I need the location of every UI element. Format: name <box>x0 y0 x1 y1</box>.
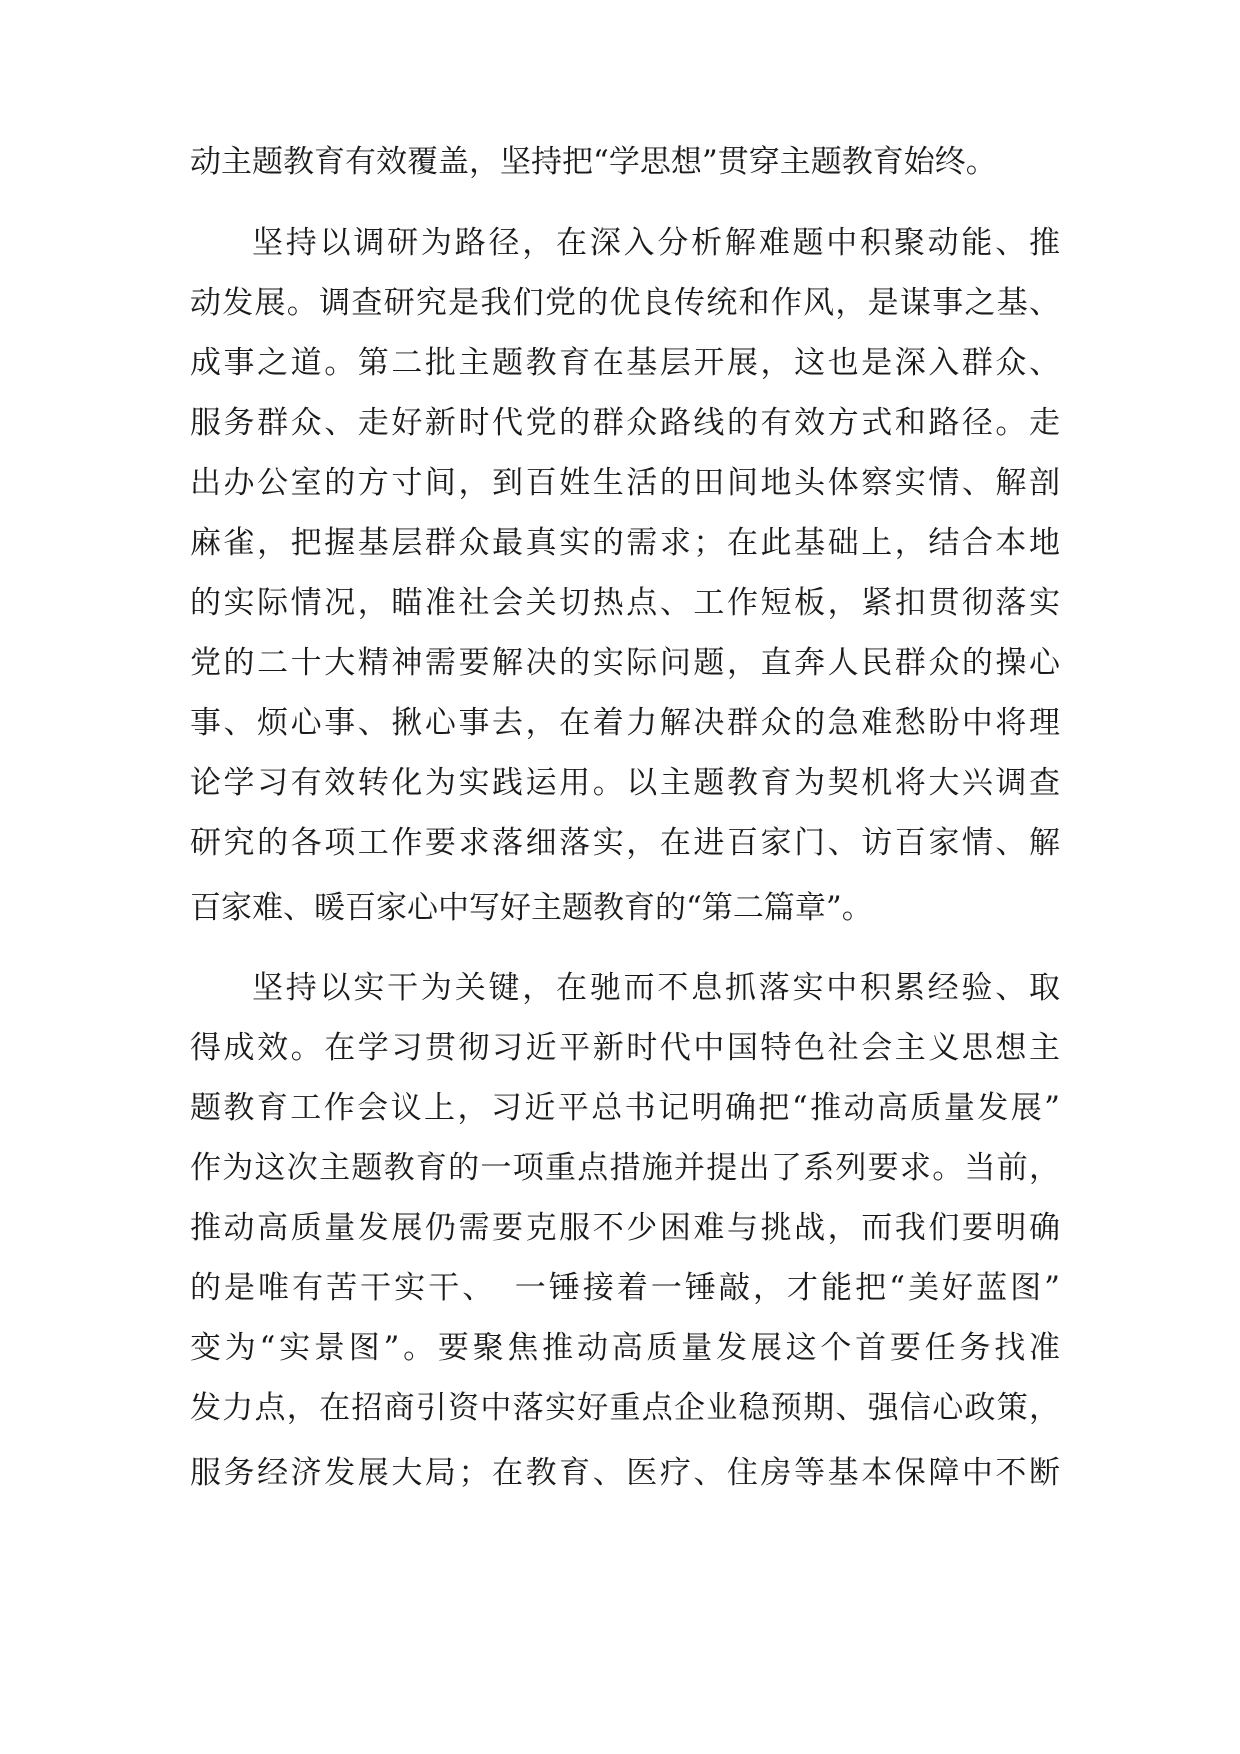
text-line-20: 变为“实景图”。要聚焦推动高质量发展这个首要任务找准 <box>190 1330 1060 1366</box>
text-line-21: 发力点，在招商引资中落实好重点企业稳预期、强信心政策， <box>190 1390 1060 1426</box>
text-line-9: 党的二十大精神需要解决的实际问题，直奔人民群众的操心 <box>190 645 1060 681</box>
text-line-3: 动发展。调查研究是我们党的优良传统和作风，是谋事之基、 <box>190 285 1060 321</box>
text-line-6: 出办公室的方寸间，到百姓生活的田间地头体察实情、解剖 <box>190 465 1060 501</box>
text-line-4: 成事之道。第二批主题教育在基层开展，这也是深入群众、 <box>190 345 1060 381</box>
text-line-17: 作为这次主题教育的一项重点措施并提出了系列要求。当前， <box>190 1150 1060 1186</box>
text-line-7: 麻雀，把握基层群众最真实的需求；在此基础上，结合本地 <box>190 525 1060 561</box>
text-line-16: 题教育工作会议上，习近平总书记明确把“推动高质量发展” <box>190 1090 1060 1126</box>
text-line-10: 事、烦心事、揪心事去，在着力解决群众的急难愁盼中将理 <box>190 705 1060 741</box>
text-line-2: 坚持以调研为路径，在深入分析解难题中积聚动能、推 <box>252 225 1060 261</box>
text-line-13: 百家难、暖百家心中写好主题教育的“第二篇章”。 <box>190 890 873 926</box>
text-line-8: 的实际情况，瞄准社会关切热点、工作短板，紧扣贯彻落实 <box>190 585 1060 621</box>
text-line-19: 的是唯有苦干实干、 一锤接着一锤敲，才能把“美好蓝图” <box>190 1270 1060 1306</box>
text-line-18: 推动高质量发展仍需要克服不少困难与挑战，而我们要明确 <box>190 1210 1060 1246</box>
text-line-11: 论学习有效转化为实践运用。以主题教育为契机将大兴调查 <box>190 765 1060 801</box>
text-line-15: 得成效。在学习贯彻习近平新时代中国特色社会主义思想主 <box>190 1030 1060 1066</box>
text-line-22: 服务经济发展大局；在教育、医疗、住房等基本保障中不断 <box>190 1455 1060 1491</box>
text-line-14: 坚持以实干为关键，在驰而不息抓落实中积累经验、取 <box>252 970 1060 1006</box>
text-line-5: 服务群众、走好新时代党的群众路线的有效方式和路径。走 <box>190 405 1060 441</box>
text-line-1: 动主题教育有效覆盖，坚持把“学思想”贯穿主题教育始终。 <box>190 144 997 180</box>
text-line-12: 研究的各项工作要求落细落实，在进百家门、访百家情、解 <box>190 825 1060 861</box>
